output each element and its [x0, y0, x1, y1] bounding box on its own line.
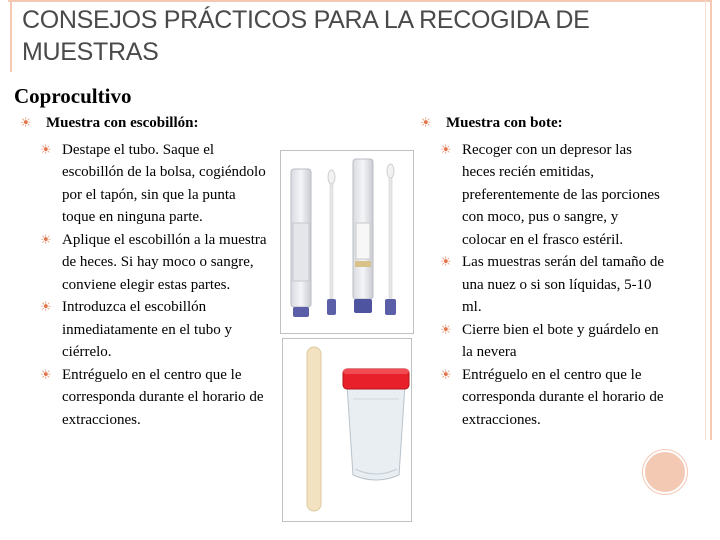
decorative-circle: [643, 450, 687, 494]
right-column: [420, 112, 665, 431]
list-item: ☀ Cierre bien el bote y guárdelo en la nevera: [440, 319, 665, 364]
bullet-icon: ☀: [440, 141, 452, 157]
bullet-icon: ☀: [20, 115, 32, 130]
right-heading-item: [420, 112, 665, 135]
frame-top-line: [8, 0, 712, 2]
left-list: [20, 139, 270, 432]
container-and-spatula-photo: [282, 338, 412, 522]
left-column: [20, 112, 270, 431]
list-item: ☀ Introduzca el escobillón inmediatamente en el tubo y ciérrelo.: [40, 296, 270, 364]
list-item: ☀ Las muestras serán del tamaño de una nuez o si son líquidas, 5-10 ml.: [440, 251, 665, 319]
bullet-icon: ☀: [420, 115, 432, 130]
frame-right-line: [710, 0, 712, 440]
frame-left-line: [10, 0, 12, 72]
list-item: ☀ Entréguelo en el centro que le corresponda durante el horario de extracciones.: [40, 364, 270, 432]
left-heading: Muestra con escobillón:: [46, 115, 199, 131]
bullet-icon: ☀: [40, 141, 52, 157]
list-item: ☀ Recoger con un depresor las heces recién emitidas, preferentemente de las porciones con moco, pus o sangre, y colocar en el frasco estéril.: [440, 139, 665, 252]
right-heading: Muestra con bote:: [446, 115, 563, 131]
bullet-icon: ☀: [40, 299, 52, 314]
frame-right-line-inner: [705, 0, 706, 440]
bullet-icon: ☀: [440, 366, 452, 382]
bullet-icon: ☀: [440, 321, 452, 337]
list-item: ☀ Entréguelo en el centro que le corresponda durante el horario de extracciones.: [440, 364, 665, 432]
swab-tubes-illustration: [281, 151, 413, 333]
list-item: ☀ Aplique el escobillón a la muestra de heces. Si hay moco o sangre, conviene elegir estas partes.: [40, 229, 270, 297]
swab-tubes-photo: [280, 150, 414, 334]
right-list: [420, 139, 665, 432]
container-illustration: [283, 339, 411, 521]
bullet-icon: ☀: [440, 254, 452, 269]
bullet-icon: ☀: [40, 231, 52, 247]
bullet-icon: ☀: [40, 366, 52, 382]
left-heading-item: [20, 112, 270, 135]
list-item: ☀ Destape el tubo. Saque el escobillón de la bolsa, cogiéndolo por el tapón, sin que la punta toque en ninguna parte.: [40, 139, 270, 229]
slide-title: CONSEJOS PRÁCTICOS PARA LA RECOGIDA DE MUESTRAS: [22, 6, 590, 66]
slide-subtitle: Coprocultivo: [14, 84, 132, 108]
